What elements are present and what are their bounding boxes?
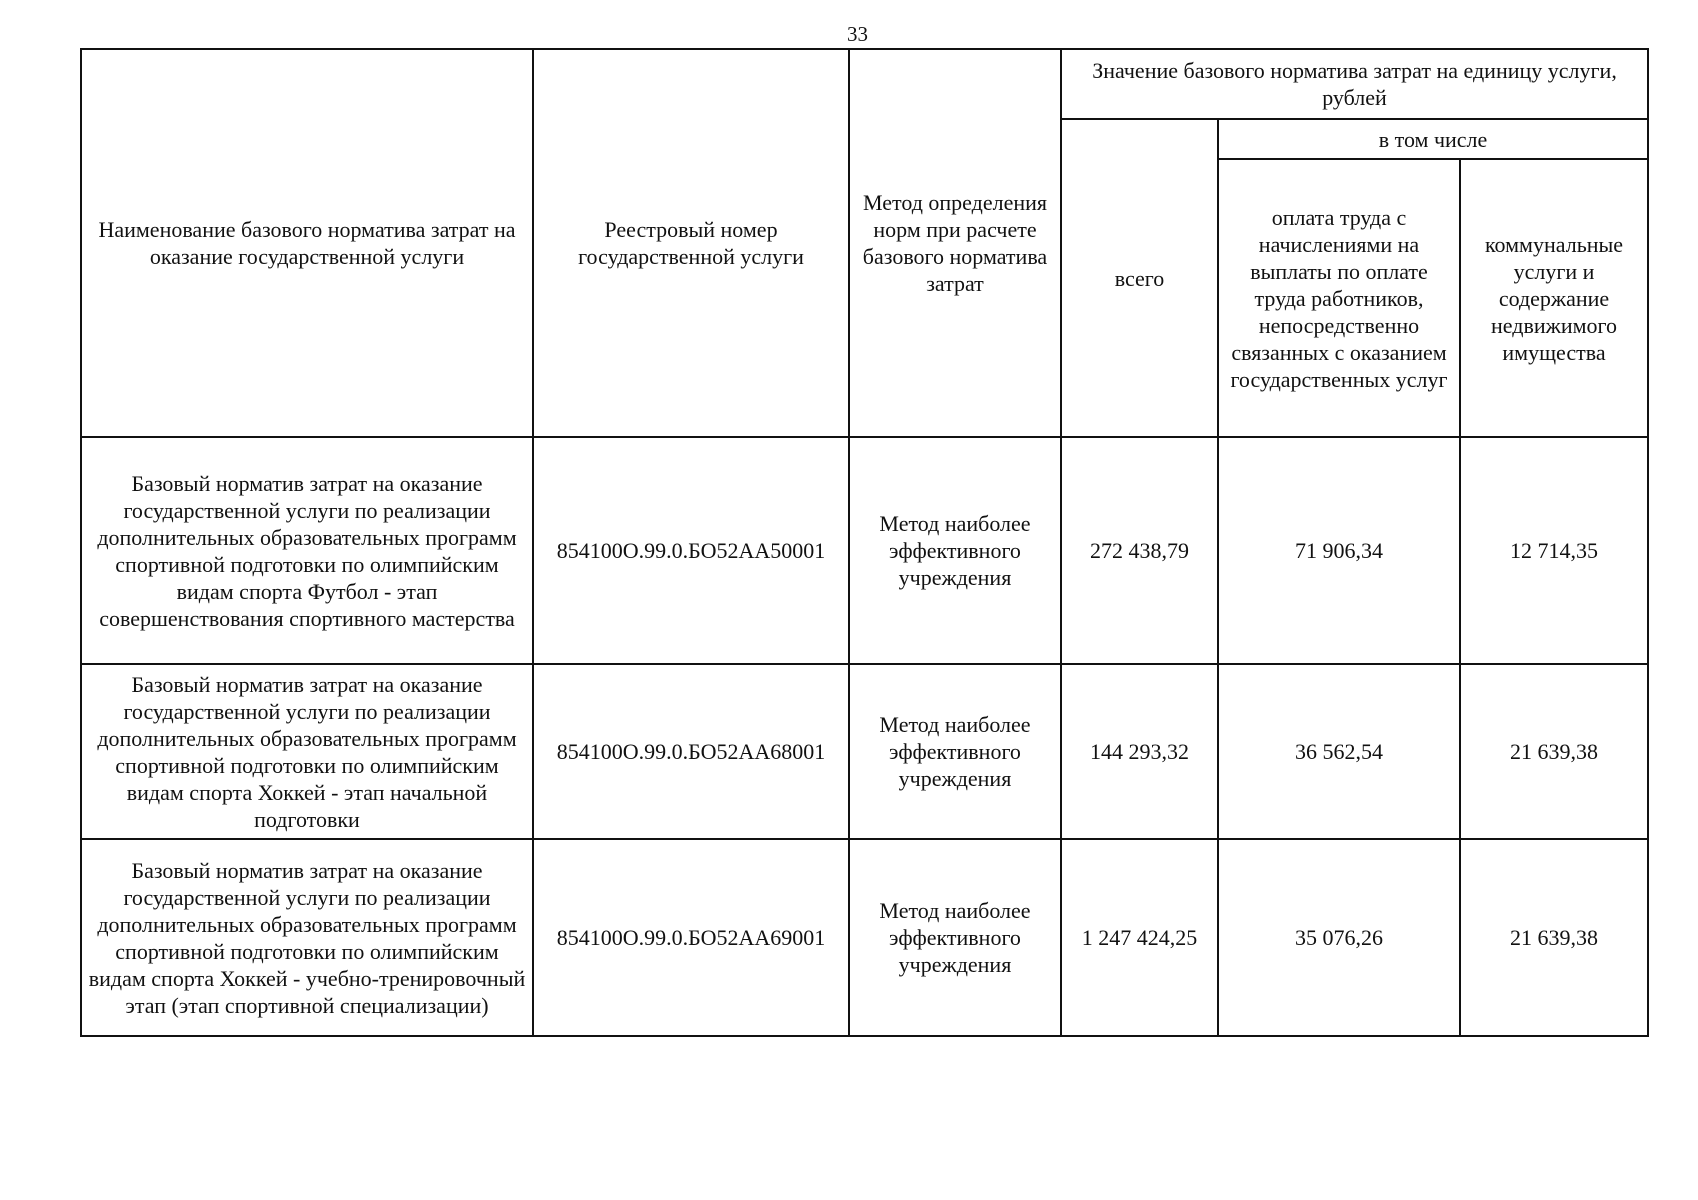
row-method: Метод наиболее эффективного учреждения — [849, 437, 1061, 664]
header-utilities: коммунальные услуги и содержание недвижимого имущества — [1460, 159, 1648, 437]
row-total: 144 293,32 — [1061, 664, 1218, 839]
row-registry: 854100О.99.0.БО52АА69001 — [533, 839, 849, 1036]
row-total: 1 247 424,25 — [1061, 839, 1218, 1036]
row-utilities: 21 639,38 — [1460, 839, 1648, 1036]
table-row — [81, 664, 1648, 839]
row-name: Базовый норматив затрат на оказание государственной услуги по реализации дополнительных образовательных программ спортивной подготовки по олимпийским видам спорта Футбол - этап совершенствования спортивного мастерства — [81, 437, 533, 664]
row-labor: 35 076,26 — [1218, 839, 1460, 1036]
header-labor: оплата труда с начислениями на выплаты по оплате труда работников, непосредственно связанных с оказанием государственных услуг — [1218, 159, 1460, 437]
header-name: Наименование базового норматива затрат на оказание государственной услуги — [81, 49, 533, 437]
row-name: Базовый норматив затрат на оказание государственной услуги по реализации дополнительных образовательных программ спортивной подготовки по олимпийским видам спорта Хоккей - учебно-тренировочный этап (этап спортивной специализации) — [81, 839, 533, 1036]
header-value-group: Значение базового норматива затрат на единицу услуги, рублей — [1061, 49, 1648, 119]
header-method: Метод определения норм при расчете базового норматива затрат — [849, 49, 1061, 437]
row-method: Метод наиболее эффективного учреждения — [849, 839, 1061, 1036]
row-method: Метод наиболее эффективного учреждения — [849, 664, 1061, 839]
cost-norms-table — [80, 48, 1649, 1037]
row-registry: 854100О.99.0.БО52АА68001 — [533, 664, 849, 839]
row-utilities: 12 714,35 — [1460, 437, 1648, 664]
row-total: 272 438,79 — [1061, 437, 1218, 664]
row-labor: 36 562,54 — [1218, 664, 1460, 839]
table-header — [81, 49, 1648, 437]
table-row — [81, 437, 1648, 664]
header-total: всего — [1061, 119, 1218, 437]
row-registry: 854100О.99.0.БО52АА50001 — [533, 437, 849, 664]
row-utilities: 21 639,38 — [1460, 664, 1648, 839]
header-registry: Реестровый номер государственной услуги — [533, 49, 849, 437]
header-including: в том числе — [1218, 119, 1648, 159]
row-name: Базовый норматив затрат на оказание государственной услуги по реализации дополнительных образовательных программ спортивной подготовки по олимпийским видам спорта Хоккей - этап начальной подготовки — [81, 664, 533, 839]
page-number: 33 — [847, 22, 868, 46]
table-row — [81, 839, 1648, 1036]
row-labor: 71 906,34 — [1218, 437, 1460, 664]
